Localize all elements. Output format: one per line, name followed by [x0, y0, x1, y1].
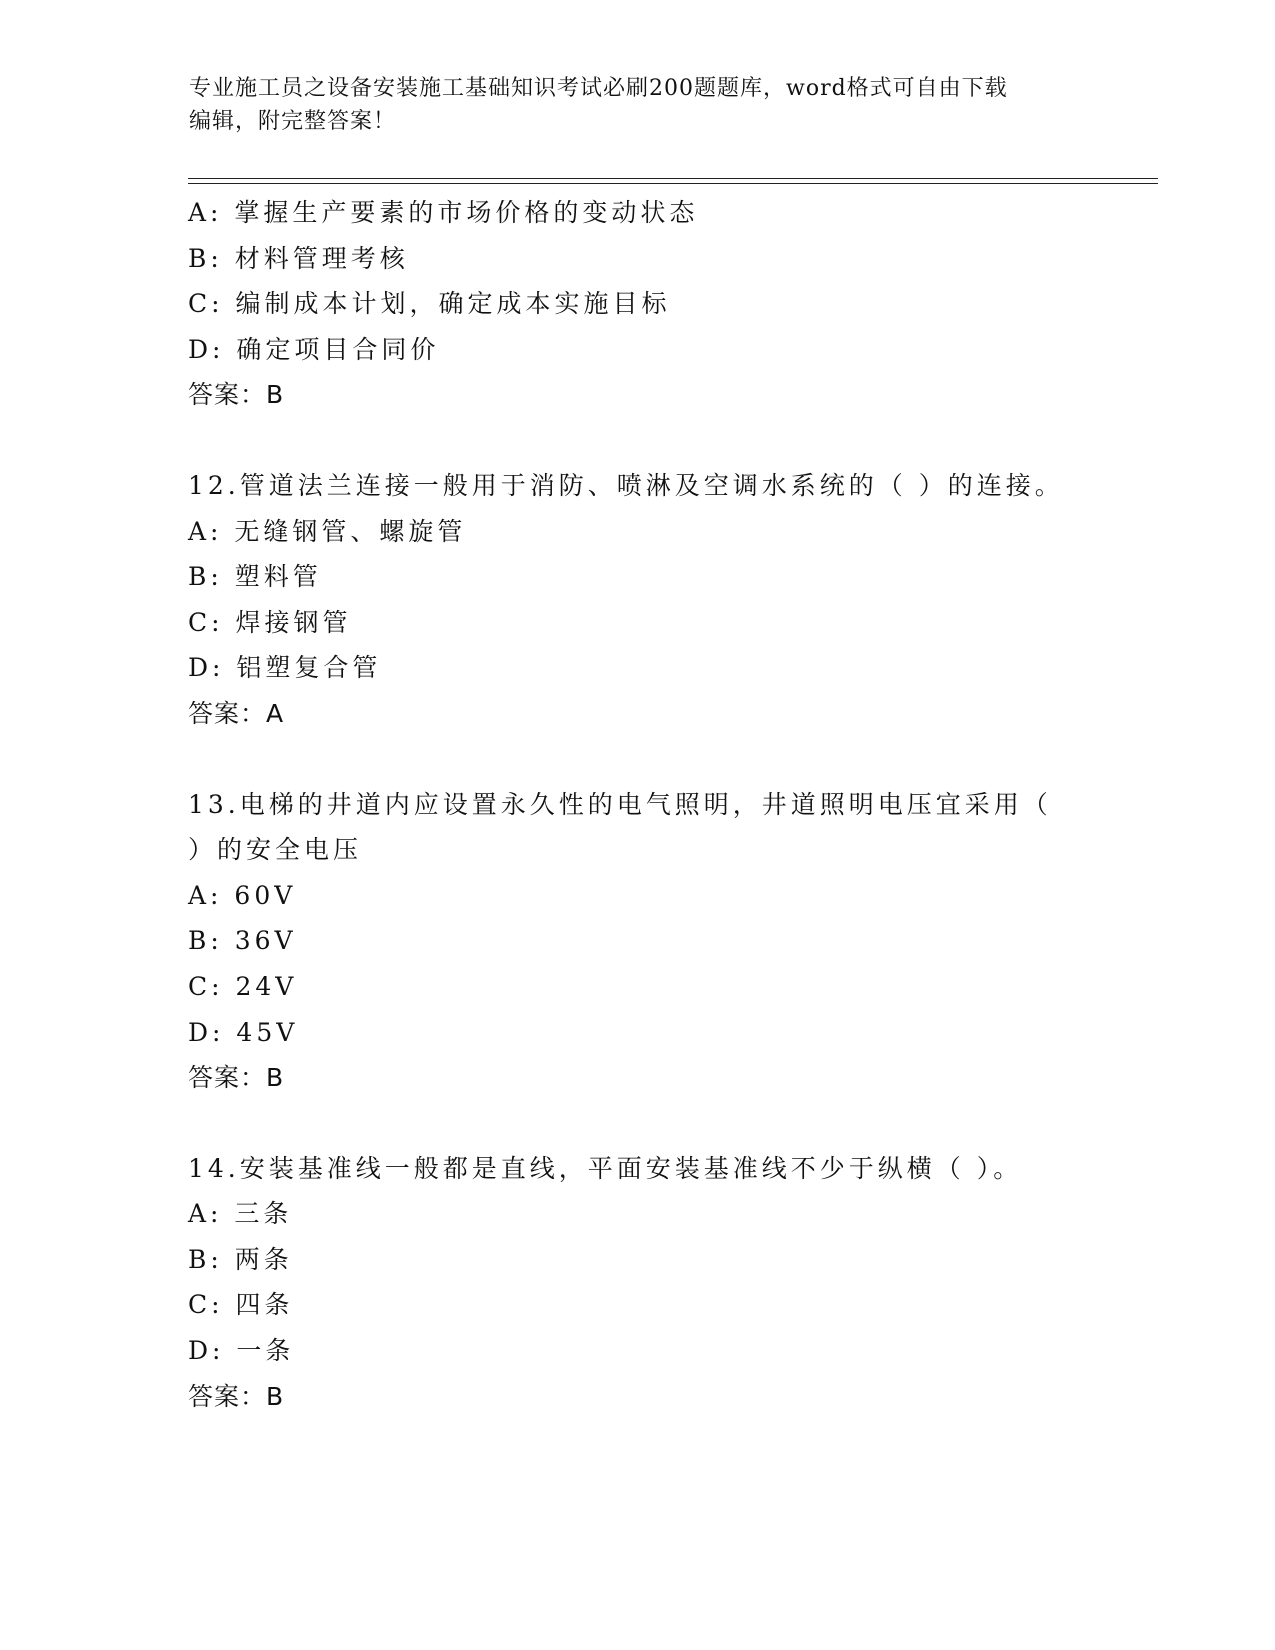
- option-b: B: 36V: [188, 926, 297, 956]
- header-line-1: 专业施工员之设备安装施工基础知识考试必刷200题题库，word格式可自由下载: [189, 76, 1008, 101]
- option-d: D: 确定项目合同价: [188, 334, 440, 364]
- option-d: D: 45V: [188, 1017, 299, 1047]
- option-b: B: 材料管理考核: [188, 243, 409, 273]
- header-line-2: 编辑，附完整答案！: [189, 109, 397, 134]
- question-text-continued: ）的安全电压: [188, 835, 363, 865]
- answer-line: 答案：B: [188, 1063, 285, 1093]
- option-c: C: 四条: [188, 1290, 294, 1320]
- answer-line: 答案：B: [188, 1381, 285, 1411]
- question-block-13: [188, 782, 1148, 1101]
- option-d: D: 一条: [188, 1336, 295, 1366]
- option-c: C: 编制成本计划，确定成本实施目标: [188, 289, 671, 319]
- spacer: [188, 1101, 1148, 1146]
- document-header: [189, 72, 1089, 138]
- question-text: 13.电梯的井道内应设置永久性的电气照明，井道照明电压宜采用（: [188, 789, 1052, 819]
- question-block-12: [188, 463, 1148, 737]
- question-text: 14.安装基准线一般都是直线，平面安装基准线不少于纵横（ ）。: [188, 1153, 1023, 1183]
- option-d: D: 铝塑复合管: [188, 653, 382, 683]
- spacer: [188, 737, 1148, 782]
- option-b: B: 两条: [188, 1244, 293, 1274]
- header-divider-bottom: [188, 183, 1158, 184]
- question-block-14: [188, 1146, 1148, 1420]
- option-b: B: 塑料管: [188, 562, 322, 592]
- header-divider-top: [188, 178, 1158, 179]
- spacer: [188, 418, 1148, 463]
- answer-line: 答案：A: [188, 698, 285, 728]
- option-c: C: 焊接钢管: [188, 607, 352, 637]
- option-a: A: 60V: [188, 880, 297, 910]
- answer-line: 答案：B: [188, 380, 285, 410]
- question-block-11: [188, 190, 1148, 418]
- option-a: A: 三条: [188, 1199, 293, 1229]
- option-a: A: 无缝钢管、螺旋管: [188, 516, 467, 546]
- option-c: C: 24V: [188, 971, 298, 1001]
- option-a: A: 掌握生产要素的市场价格的变动状态: [188, 198, 699, 227]
- question-text: 12.管道法兰连接一般用于消防、喷淋及空调水系统的（ ）的连接。: [188, 470, 1064, 500]
- question-list: [188, 190, 1148, 1419]
